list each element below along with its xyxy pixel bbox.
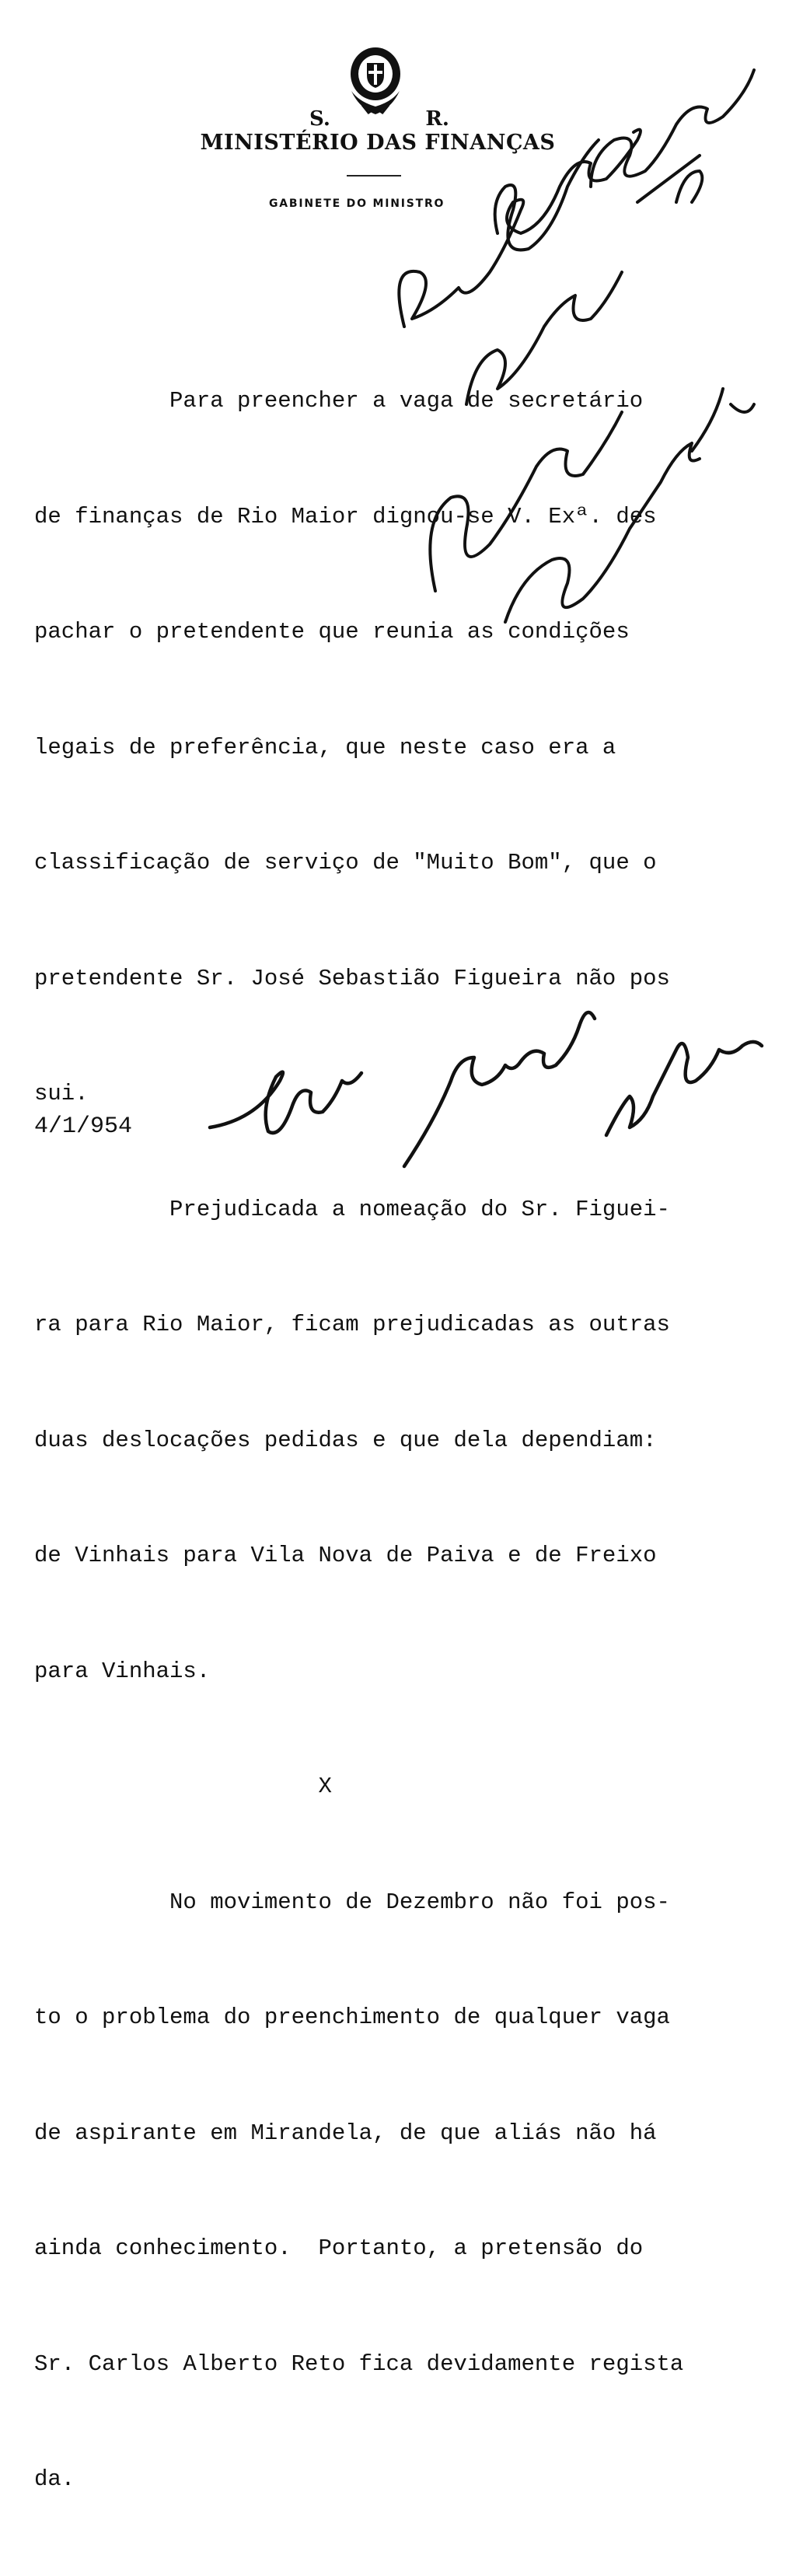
- body-line: Para preencher a vaga de secretário: [34, 388, 644, 414]
- body-line: para Vinhais.: [34, 1658, 211, 1684]
- body-line: ra para Rio Maior, ficam prejudicadas as outras: [34, 1312, 670, 1337]
- body-line: pretendente Sr. José Sebastião Figueira não pos: [34, 965, 670, 991]
- body-line: legais de preferência, que neste caso era a: [34, 734, 616, 760]
- body-line: de aspirante em Mirandela, de que aliás não há: [34, 2120, 657, 2146]
- letter-body: [34, 305, 765, 2576]
- ministry-name: MINISTÉRIO DAS FINANÇAS: [200, 131, 556, 155]
- letterhead-s: S.: [309, 107, 330, 131]
- letterhead-initials: [309, 107, 449, 131]
- section-separator: X: [34, 1774, 332, 1799]
- letterhead-divider: [347, 175, 401, 177]
- body-line: duas deslocações pedidas e que dela dependiam:: [34, 1427, 657, 1453]
- cabinet-name: GABINETE DO MINISTRO: [269, 197, 445, 210]
- body-line: sui.: [34, 1081, 89, 1106]
- body-line: ainda conhecimento. Portanto, a pretensão do: [34, 2235, 644, 2261]
- body-line: de Vinhais para Vila Nova de Paiva e de Freixo: [34, 1543, 657, 1568]
- body-line: to o problema do preenchimento de qualquer vaga: [34, 2005, 670, 2030]
- body-line: No movimento de Dezembro não foi pos-: [34, 1889, 670, 1915]
- body-line: da.: [34, 2466, 75, 2492]
- letterhead-r: R.: [425, 107, 449, 131]
- letter-date: 4/1/954: [34, 1113, 133, 1140]
- body-line: Prejudicada a nomeação do Sr. Figuei-: [34, 1196, 670, 1222]
- body-line: de finanças de Rio Maior dignou-se V. Exª. des: [34, 503, 657, 530]
- body-line: pachar o pretendente que reunia as condições: [34, 619, 630, 645]
- body-line: classificação de serviço de "Muito Bom", que o: [34, 850, 657, 876]
- body-line: Sr. Carlos Alberto Reto fica devidamente regista: [34, 2351, 684, 2377]
